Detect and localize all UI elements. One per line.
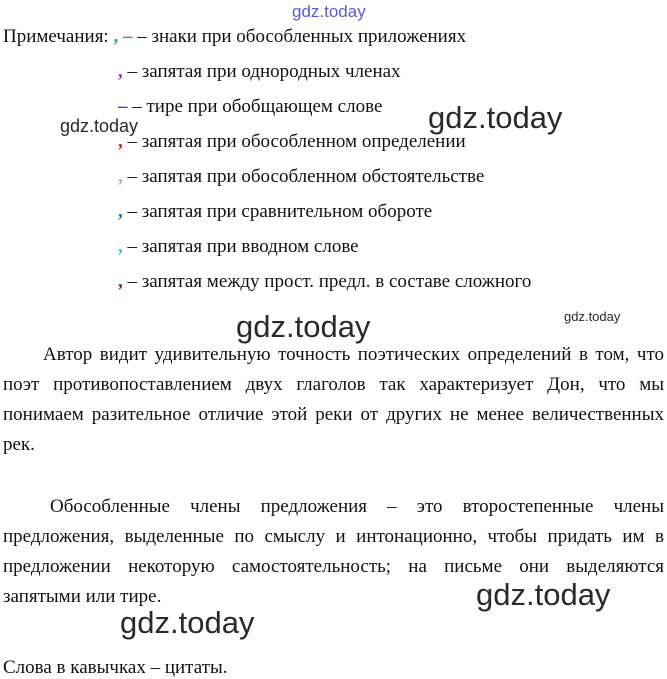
notes-line-3 [118,96,382,118]
note-text-participle: – запятая при обособленном определении [127,131,466,152]
comparative-comma-mark: , [118,201,128,222]
introductory-comma-mark: , [118,236,128,257]
watermark-middle-large: gdz.today [236,309,371,344]
apposition-dash-mark: – [122,26,138,47]
participle-comma-mark: , [118,131,128,152]
note-text-apposition: – знаки при обособленных приложениях [137,26,467,47]
paragraph-author: Автор видит удивительную точность поэтических определений в том, что поэт противопоставлением двух глаголов так характеризует Дон, что мы понимаем разительное отличие этой реки от других не менее величественных рек. [3,344,664,455]
watermark-right-large: gdz.today [428,100,563,135]
watermark-right-small: gdz.today [564,309,621,324]
apposition-comma-mark: , [113,26,123,47]
note-text-homogeneous: – запятая при однородных членах [127,61,401,82]
notes-line-6 [118,201,432,223]
paragraph-definition: Обособленные члены предложения – это второстепенные члены предложения, выделенные по смыслу и интонационно, чтобы придать им в предложении некоторую самостоятельность; на письме они выделяются запятыми или тире. [3,496,664,607]
notes-line-7 [118,236,359,258]
paragraph-quotes: Слова в кавычках – цитаты. [3,657,228,678]
notes-line-1 [3,26,466,48]
note-text-introductory: – запятая при вводном слове [127,236,359,257]
homogeneous-comma-mark: , [118,61,128,82]
complex-comma-mark: , [118,271,128,292]
watermark-bottom-right: gdz.today [476,577,611,612]
notes-line-2 [118,61,401,83]
notes-line-8 [118,271,531,293]
watermark-bottom-left: gdz.today [120,605,255,640]
note-text-comparative: – запятая при сравнительном обороте [127,201,433,222]
notes-header: Примечания: [3,26,109,47]
adverbial-comma-mark: , [118,166,128,187]
note-text-complex: – запятая между прост. предл. в составе сложного [127,271,532,292]
notes-line-4 [118,131,466,153]
note-text-generalizing: – тире при обобщающем слове [132,96,383,117]
generalizing-dash-mark: – [118,96,133,117]
watermark-left-small: gdz.today [60,116,139,136]
watermark-top: gdz.today [292,2,366,21]
notes-line-5 [118,166,484,188]
note-text-adverbial: – запятая при обособленном обстоятельстве [127,166,485,187]
